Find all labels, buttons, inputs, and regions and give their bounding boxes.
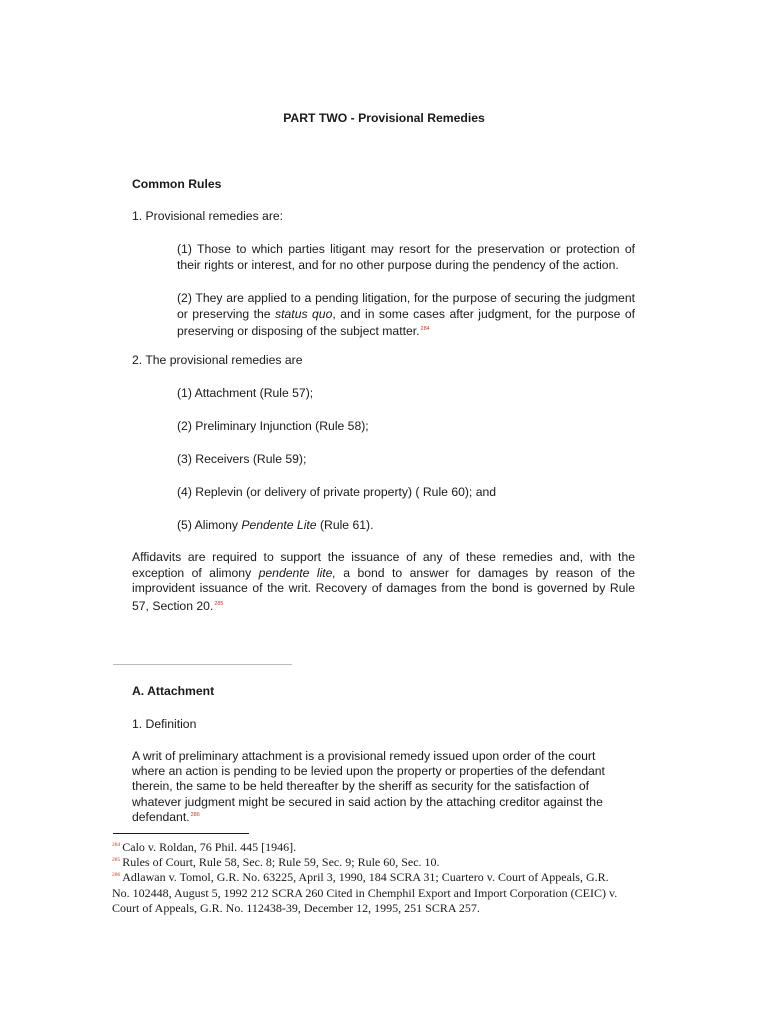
footnote-line: No. 102448, August 5, 1992 212 SCRA 260 Cited in Chemphil Export and Import Corporation (CEIC) v. (112, 885, 618, 900)
footnote-ref-285[interactable]: 285 (214, 600, 224, 607)
part-title: PART TWO - Provisional Remedies (283, 111, 485, 125)
remedy-attachment: (1) Attachment (Rule 57); (177, 386, 314, 400)
common-rules-heading: Common Rules (132, 177, 222, 191)
remedy-replevin: (4) Replevin (or delivery of private property) ( Rule 60); and (177, 485, 497, 499)
affidavit-paragraph (132, 550, 635, 614)
definition-label: 1. Definition (132, 717, 197, 731)
footnote-line (112, 868, 652, 886)
footnote-mark: 286 (112, 872, 121, 878)
definition-line: whatever judgment might be secured in said action by the attaching creditor against the (132, 795, 603, 809)
footnote-line: Court of Appeals, G.R. No. 112438-39, December 12, 1995, 251 SCRA 257. (112, 901, 480, 916)
attachment-heading: A. Attachment (132, 684, 215, 698)
definition-line: A writ of preliminary attachment is a provisional remedy issued upon order of the court (132, 749, 596, 763)
affidavit-text-a: Affidavits are required to support the issuance of any of these remedies and, with the exception of alimony (132, 550, 635, 580)
footnote-mark: 285 (112, 857, 121, 863)
footnote-ref-286[interactable]: 286 (190, 811, 200, 818)
sub-point-2-italic: status quo (275, 306, 333, 321)
footnote-text: Rules of Court, Rule 58, Sec. 8; Rule 59, Sec. 9; Rule 60, Sec. 10. (122, 855, 440, 869)
sub-point-1: (1) Those to which parties litigant may resort for the preservation or protection of their rights or interest, and for no other purpose during the pendency of the action. (177, 242, 635, 272)
remedy-preliminary-injunction: (2) Preliminary Injunction (Rule 58); (177, 419, 369, 433)
footnote-286 (112, 868, 652, 917)
remedy-alimony (177, 518, 373, 532)
footnote-text: Adlawan v. Tomol, G.R. No. 63225, April 3, 1990, 184 SCRA 31; Cuartero v. Court of Appeals, G.R. (122, 870, 609, 884)
sub-point-2 (177, 291, 635, 340)
definition-line (132, 810, 200, 824)
remedy-alimony-italic: Pendente Lite (241, 518, 317, 532)
footnote-divider (113, 833, 249, 834)
footnote-mark: 284 (112, 842, 121, 848)
footnote-ref-284[interactable]: 284 (420, 326, 430, 332)
affidavit-italic: pendente lite, (258, 565, 336, 580)
remedies-list-intro: 2. The provisional remedies are (132, 353, 303, 367)
definition-line: therein, the same to be held thereafter by the sheriff as security for the satisfaction of (132, 779, 590, 793)
footnote-text: Calo v. Roldan, 76 Phil. 445 [1946]. (122, 840, 297, 854)
affidavit-text-b: a bond to answer for damages by reason of the improvident issuance of the writ. Recovery of damages from the bond is governed by Rule 57, Section 20. (132, 565, 636, 613)
provisional-remedies-intro: 1. Provisional remedies are: (132, 209, 284, 223)
sub-point-2-text-b: , and in some cases after judgment, for the purpose of preserving or disposing of the subject matter. (177, 306, 635, 339)
definition-line-text: defendant. (132, 810, 190, 824)
section-divider (113, 664, 292, 665)
remedy-alimony-text-b: (Rule 61). (316, 518, 374, 532)
remedy-alimony-text-a: (5) Alimony (177, 518, 242, 532)
sub-point-2-text-a: (2) They are applied to a pending litigation, for the purpose of securing the judgment or preserving the (177, 291, 635, 321)
remedy-receivers: (3) Receivers (Rule 59); (177, 452, 307, 466)
definition-line: where an action is pending to be levied upon the property or properties of the defendant (132, 764, 605, 778)
